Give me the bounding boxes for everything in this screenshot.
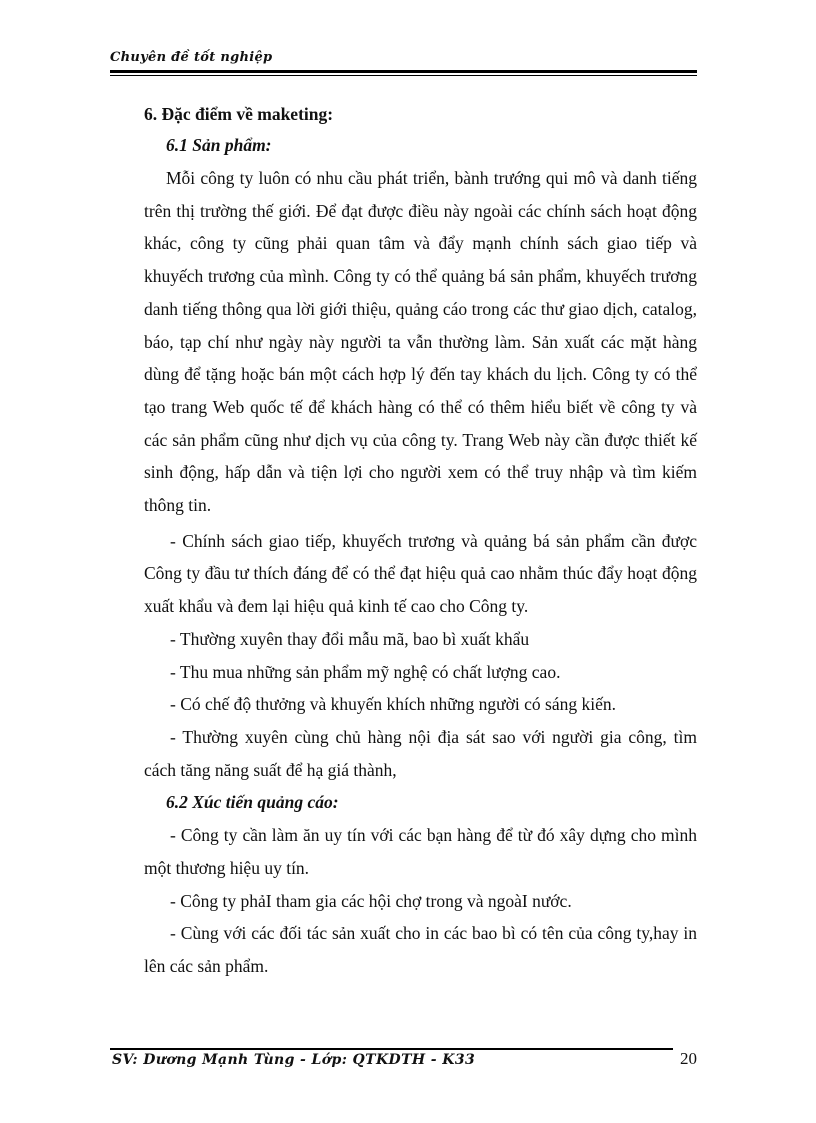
footer-author: SV: Dương Mạnh Tùng - Lớp: QTKDTH - K33: [112, 1052, 476, 1068]
list-item: - Thường xuyên cùng chủ hàng nội địa sát sao với người gia công, tìm cách tăng năng suất để hạ giá thành,: [144, 726, 697, 780]
list-item: - Công ty phảI tham gia các hội chợ trong và ngoàI nước.: [170, 890, 572, 911]
paragraph: Mỗi công ty luôn có nhu cầu phát triển, bành trướng qui mô và danh tiếng trên thị trường thế giới. Để đạt được điều này ngoài các chính sách hoạt động khác, công ty cũng phải quan tâm và đẩy mạnh chính sách giao tiếp và khuyếch trương của mình. Công ty có thể quảng bá sản phẩm, khuyếch trương danh tiếng thông qua lời giới thiệu, quảng cáo trong các thư giao dịch, catalog, báo, tạp chí như ngày này người ta vẫn thường làm. Sản xuất các mặt hàng dùng để tặng hoặc bán một cách hợp lý đến tay khách du lịch. Công ty có thể tạo trang Web quốc tế để khách hàng có thể có thêm hiểu biết về công ty và các sản phẩm cũng như dịch vụ của công ty. Trang Web này cần được thiết kế sinh động, hấp dẫn và tiện lợi cho người xem có thể truy nhập và tìm kiếm thông tin.: [144, 168, 697, 516]
header-rule-thick: [110, 70, 697, 73]
list-item: - Có chế độ thưởng và khuyến khích những người có sáng kiến.: [170, 694, 616, 715]
list-item: - Công ty cần làm ăn uy tín với các bạn hàng để từ đó xây dựng cho mình một thương hiệu uy tín.: [144, 825, 697, 879]
page-number: 20: [680, 1049, 697, 1068]
list-item: - Thường xuyên thay đổi mẫu mã, bao bì xuất khẩu: [170, 628, 530, 649]
section-heading: 6. Đặc điểm về maketing:: [144, 104, 334, 124]
header-title: Chuyên đề tốt nghiệp: [110, 50, 273, 65]
paragraph: - Chính sách giao tiếp, khuyếch trương và quảng bá sản phẩm cần được Công ty đầu tư thích đáng để có thể đạt hiệu quả cao nhằm thúc đẩy hoạt động xuất khẩu và đem lại hiệu quả kinh tế cao cho Công ty.: [144, 530, 697, 617]
subsection-heading-product: 6.1 Sản phẩm:: [166, 135, 272, 155]
header-rule-thin: [110, 75, 697, 76]
subsection-heading-promotion: 6.2 Xúc tiến quảng cáo:: [166, 792, 339, 813]
page-content: [144, 100, 697, 983]
list-item: - Cùng với các đối tác sản xuất cho in các bao bì có tên của công ty,hay in lên các sản phẩm.: [144, 923, 697, 977]
footer-rule: [110, 1048, 673, 1050]
list-item: - Thu mua những sản phẩm mỹ nghệ có chất lượng cao.: [170, 661, 561, 682]
